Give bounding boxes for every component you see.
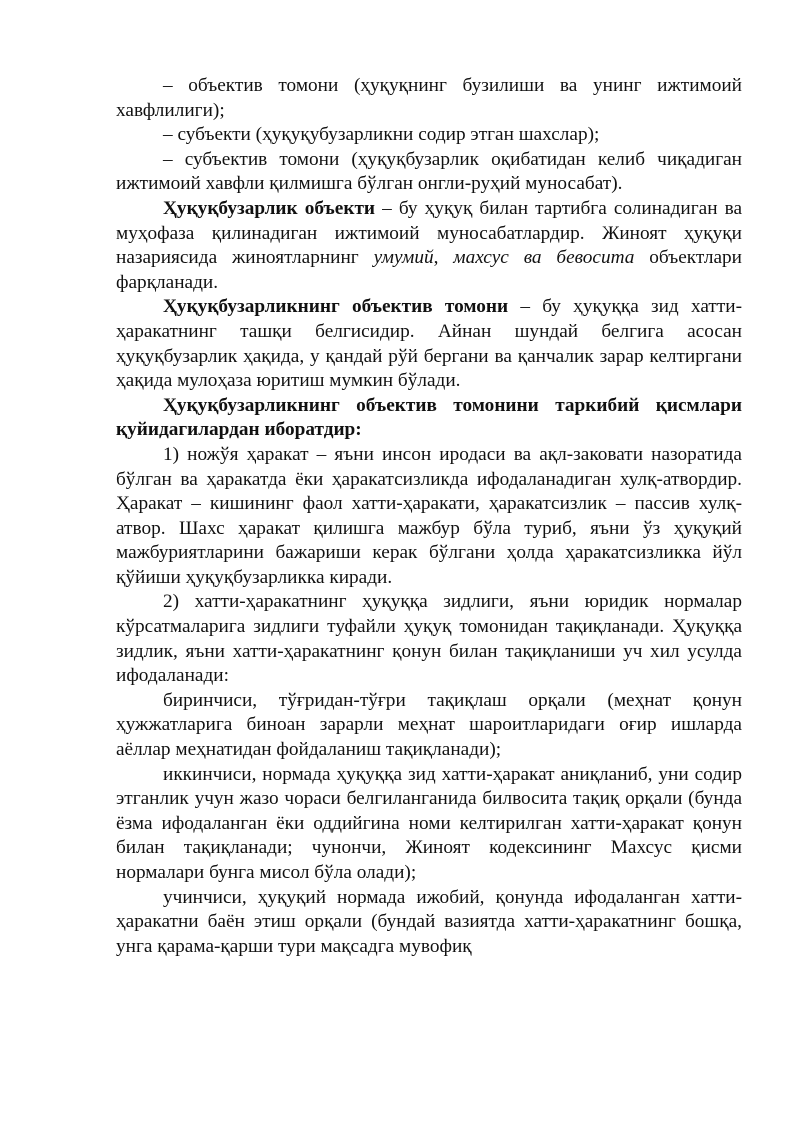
text-run: 1) ножўя ҳаракат – яъни инсон иродаси ва ақл-заковати назоратида бўлган ва ҳаракатда ёки ҳаракатсизликда ифодаланадиган хулқ-атвордир. Ҳаракат – кишининг фаол хатти-ҳаракати, ҳаракатсизлик – пассив хулқ-атвор. Шахс ҳаракат қилишга мажбур бўла туриб, яъни ўз ҳуқуқий мажбуриятларини бажариши керак бўлгани ҳолда ҳаракатсизликка йўл қўйиши ҳуқуқбузарликка киради. [116,443,742,588]
text-run: иккинчиси, нормада ҳуқуққа зид хатти-ҳаракат аниқланиб, уни содир этганлик учун жазо чораси белгиланганида билвосита тақиқ орқали (бунда ёзма ифодаланган ёки оддийгина номи келтирилган хатти-ҳаракат қонун билан тақиқланади; чунончи, Жиноят кодексининг Махсус қисми нормалари бунга мисол бўла олади); [116,763,742,883]
bold-term: Ҳуқуқбузарлик объекти [163,197,376,219]
bold-term: Ҳуқуқбузарликнинг объектив томони [163,296,509,318]
text-run: , [433,247,454,269]
text-run: – объектив томони (ҳуқуқнинг бузилиши ва унинг ижтимоий хавфлилиги); [116,75,742,121]
text-run: – бу ҳуқуққа зид хатти-ҳаракатнинг ташқи белгисидир. Айнан шундай белгига асосан ҳуқуқбузарлик ҳақида, у қандай рўй бергани ва қанчалик зарар келтиргани ҳақида мулоҳаза юритиш мумкин бўлади. [116,296,743,392]
text-run: – субъектив томони (ҳуқуқбузарлик оқибатидан келиб чиқадиган ижтимоий хавфли қилмишга бўлган онгли-руҳий муносабат). [116,148,742,195]
document-body [116,74,742,959]
paragraph [116,394,742,443]
italic-term: махсус ва бевосита [453,247,635,269]
paragraph [116,295,742,393]
text-run: – субъекти (ҳуқуқубузарликни содир этган шахслар); [163,124,600,146]
document-page [116,74,742,959]
paragraph [116,886,742,960]
text-run: – бу ҳуқуқ билан тартибга солинадиган ва муҳофаза қилинадиган ижтимоий муносабатлардир. Жиноят ҳуқуқи назариясида жиноятларнинг [116,197,743,269]
paragraph [116,590,742,688]
text-run: объектлари фарқланади. [116,247,742,293]
paragraph [116,689,742,763]
text-run: учинчиси, ҳуқуқий нормада ижобий, қонунда ифодаланган хатти-ҳаракатни баён этиш орқали (бундай вазиятда хатти-ҳаракатнинг бошқа, унга қарама-қарши тури мақсадга мувофиқ [116,886,742,957]
italic-term: умумий [373,247,434,269]
paragraph [116,74,742,123]
text-run: биринчиси, тўғридан-тўғри тақиқлаш орқали (меҳнат қонун ҳужжатларига биноан зарарли меҳнат шароитларидаги оғир ишларда аёллар меҳнатидан фойдаланиш тақиқланади); [116,689,742,761]
paragraph [116,123,742,148]
paragraph [116,197,742,295]
paragraph [116,763,742,886]
paragraph [116,148,742,197]
bold-term: Ҳуқуқбузарликнинг объектив томонини таркибий қисмлари қуйидагилардан иборатдир: [116,394,742,441]
text-run: 2) хатти-ҳаракатнинг ҳуқуққа зидлиги, яъни юридик нормалар кўрсатмаларига зидлиги туфайли ҳуқуқ томонидан тақиқланади. Ҳуқуққа зидлик, яъни хатти-ҳаракатнинг қонун билан тақиқланиши уч хил усулда ифодаланади: [116,591,742,687]
paragraph [116,443,742,591]
